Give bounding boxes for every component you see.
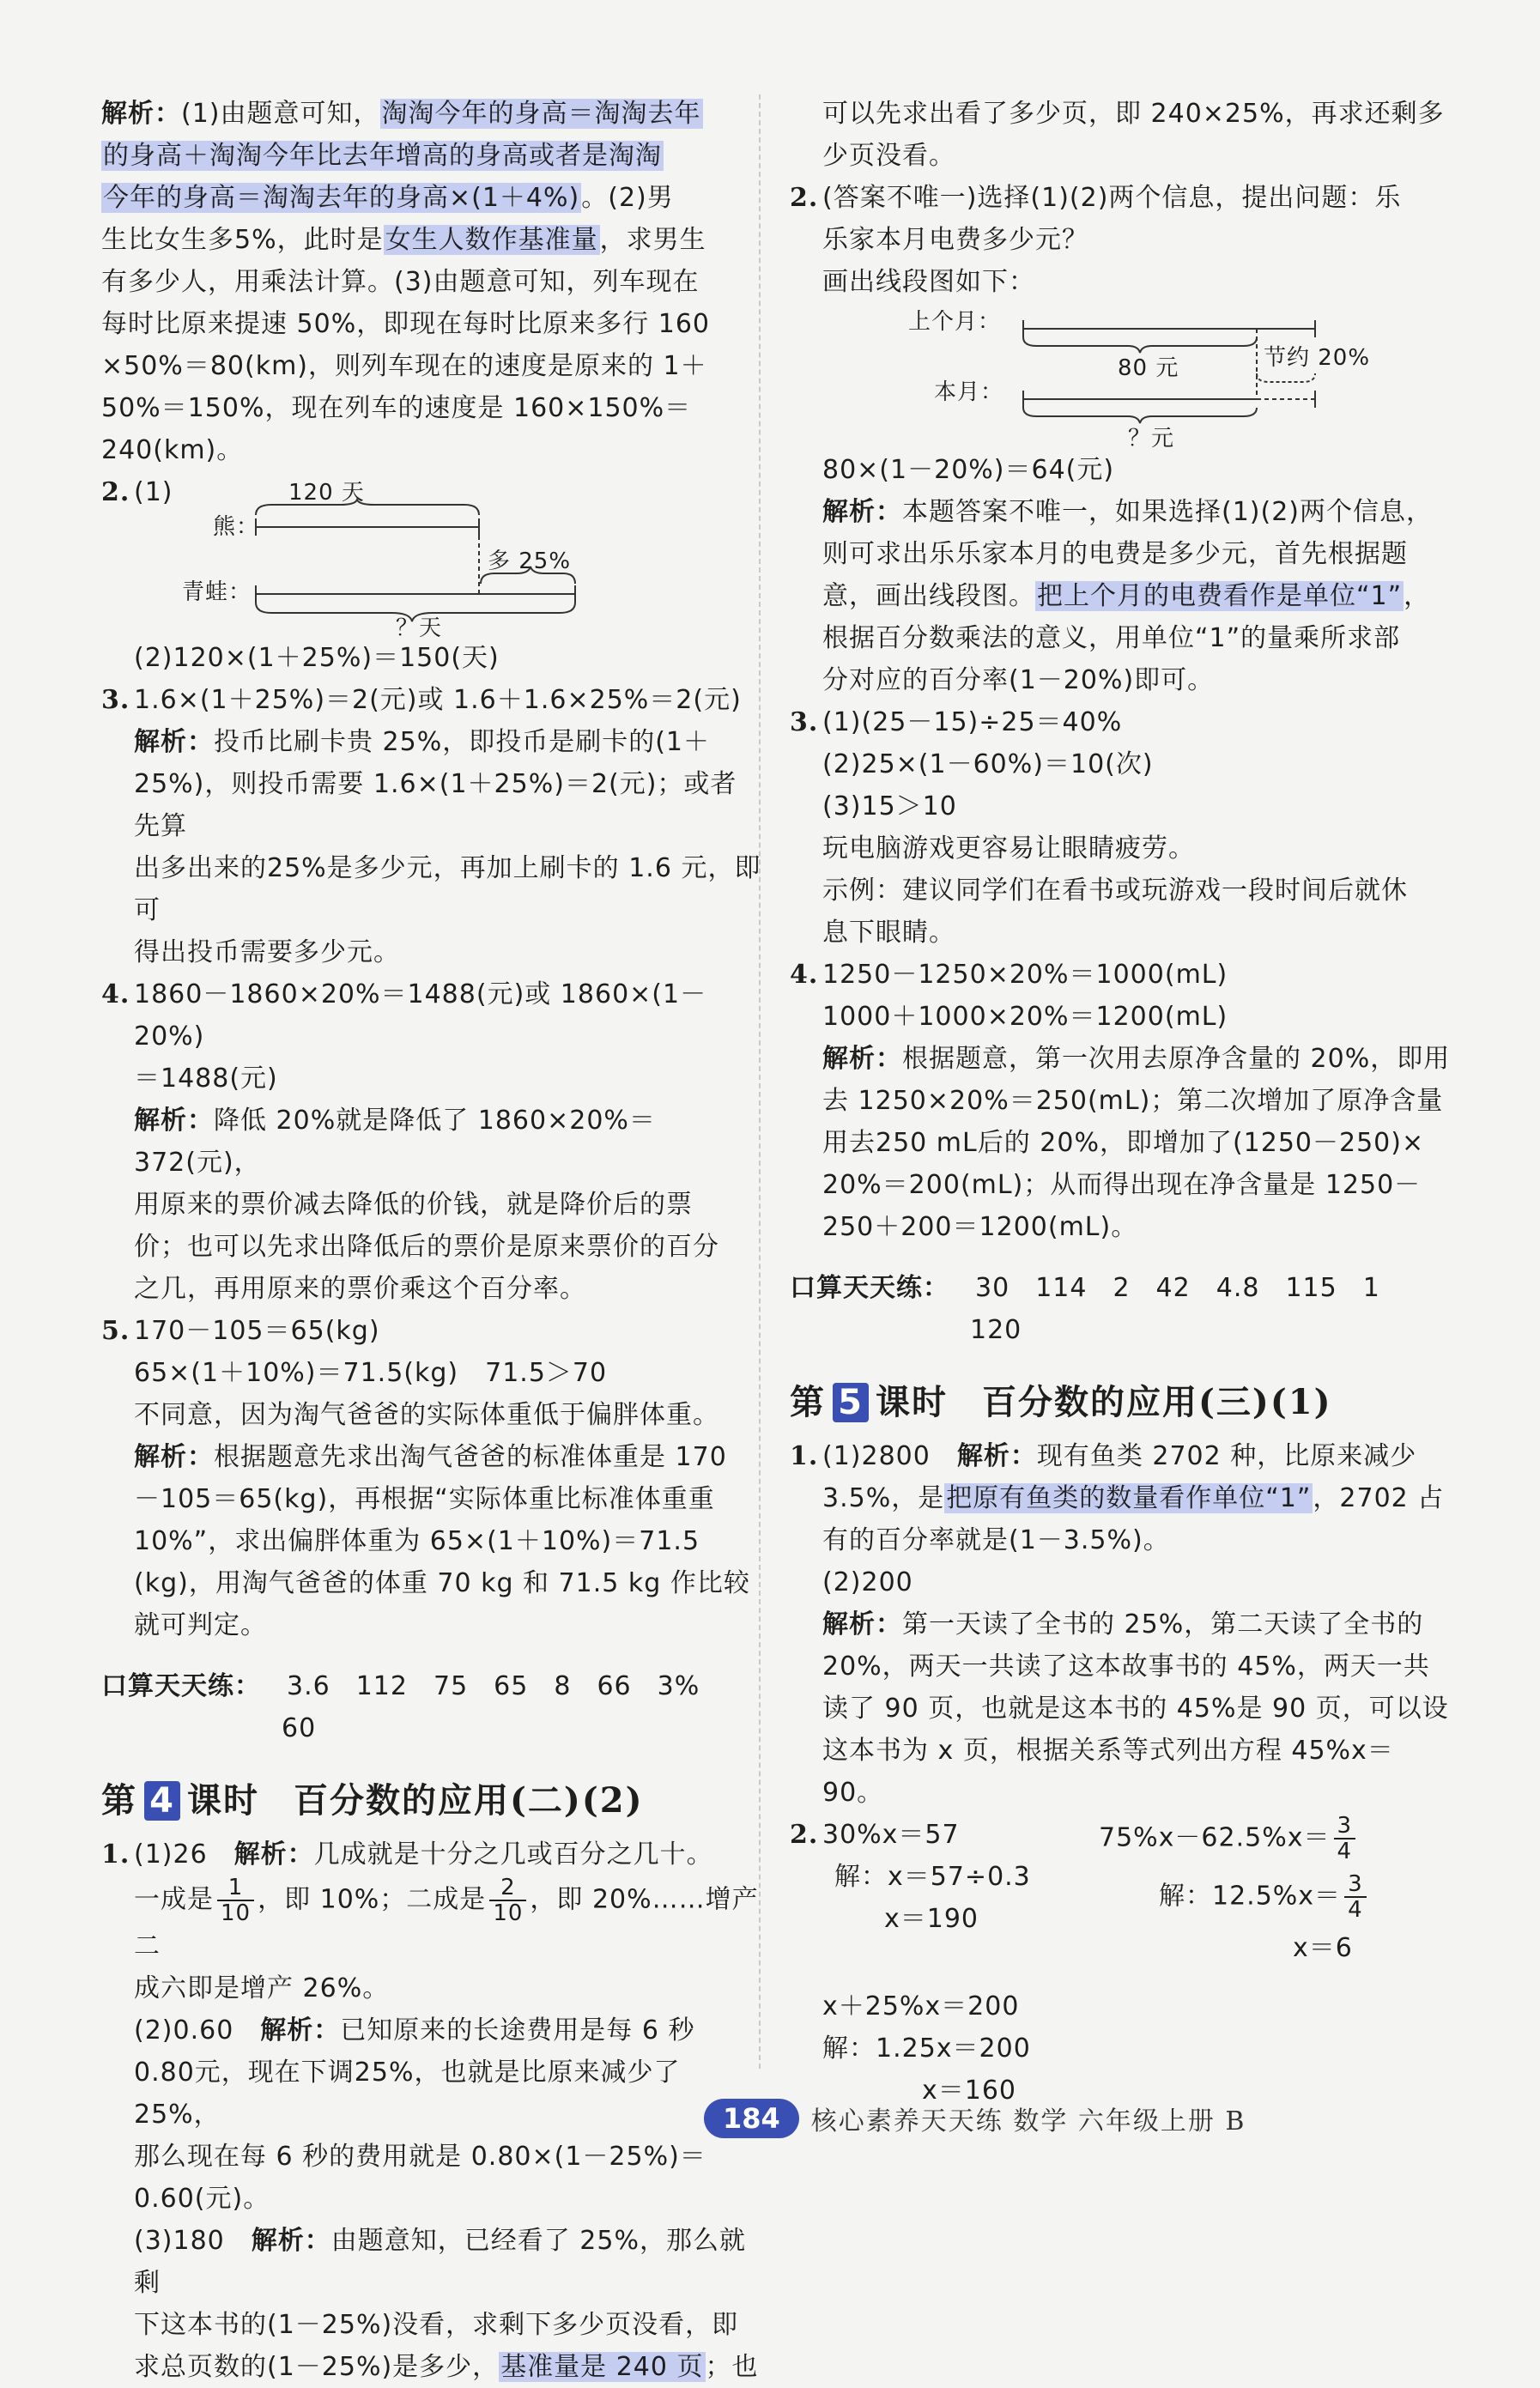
- text: 75%x－62.5%x＝: [1099, 1822, 1331, 1853]
- text: (2)0.60: [134, 2015, 261, 2046]
- text: ，: [1404, 581, 1431, 611]
- question-number: 3.: [790, 707, 819, 737]
- text: 那么现在每 6 秒的费用就是 0.80×(1－25%)＝: [134, 2142, 706, 2172]
- daily-value: 75: [433, 1671, 469, 1701]
- text: 之几，再用原来的票价乘这个百分率。: [134, 1274, 586, 1304]
- book-title: 核心素养天天练 数学 六年级上册 B: [810, 2106, 1246, 2136]
- answer-text: 玩电脑游戏更容易让眼睛疲劳。: [822, 833, 1195, 864]
- highlight: 淘淘今年的身高＝淘淘去年: [381, 99, 701, 129]
- text: 意，画出线段图。: [822, 581, 1035, 611]
- diagram-label: 本月：: [934, 379, 1004, 405]
- text: 降低 20%就是降低了 1860×20%＝372(元)，: [134, 1106, 656, 1178]
- daily-value: 3%: [657, 1671, 700, 1701]
- equation-line: x＝160: [922, 2076, 1017, 2106]
- text: 生比女生多5%，此时是: [101, 225, 384, 255]
- lesson-number-badge: 4: [144, 1781, 180, 1821]
- diagram-label: 上个月：: [908, 309, 1002, 335]
- text: 出多出来的25%是多少元，再加上刷卡的 1.6 元，即可: [134, 853, 761, 925]
- analysis: [822, 1038, 1451, 1248]
- text: 0.80元，现在下调25%，也就是比原来减少了25%，: [134, 2058, 681, 2130]
- analysis-label: 解析：: [822, 497, 902, 527]
- daily-value: 60: [282, 1713, 317, 1743]
- lesson-5-heading: [790, 1377, 1451, 1428]
- page-footer: [704, 2094, 1246, 2143]
- daily-value: 66: [597, 1671, 632, 1701]
- question-number: 3.: [101, 685, 130, 715]
- daily-value: 42: [1155, 1273, 1191, 1303]
- question-number: 4.: [101, 979, 130, 1009]
- text: 得出投币需要多少元。: [134, 937, 400, 967]
- line-segment-diagram-bear-frog: [134, 474, 649, 637]
- daily-value: 3.6: [287, 1671, 330, 1701]
- daily-value: 120: [970, 1315, 1022, 1345]
- lesson-4-heading: [101, 1775, 762, 1827]
- text: ，即 20%……增产二: [134, 1884, 759, 1961]
- analysis: [134, 721, 762, 973]
- equation-line: [1099, 1872, 1451, 1922]
- answer-text: 示例：建议同学们在看书或玩游戏一段时间后就休: [822, 876, 1408, 906]
- equation-line: x＝190: [884, 1904, 979, 1934]
- equation-3: [822, 1985, 1106, 2112]
- text: 25%)，则投币需要 1.6×(1＋25%)＝2(元)；或者先算: [134, 769, 737, 841]
- text: 可以先求出看了多少页，即 240×25%，再求还剩多: [822, 99, 1445, 129]
- question-2-right: [790, 177, 1451, 701]
- daily-value: 4.8: [1216, 1273, 1260, 1303]
- daily-label: 口算天天练：: [101, 1671, 261, 1701]
- question-number: 1.: [790, 1441, 819, 1471]
- question-5: [101, 1310, 762, 1646]
- diagram-label: 熊：: [213, 514, 260, 540]
- text: (1)2800: [822, 1441, 957, 1471]
- daily-value: 114: [1035, 1273, 1088, 1303]
- daily-value: 112: [355, 1671, 408, 1701]
- text: 。(2)男: [581, 183, 674, 213]
- text: 几成就是十分之几或百分之几十。: [313, 1839, 713, 1870]
- question-number: 2.: [101, 477, 130, 507]
- intro-analysis: [101, 93, 762, 471]
- lesson-title: 百分数的应用(三)(1): [982, 1382, 1332, 1422]
- analysis-label: 解析：: [260, 2015, 341, 2046]
- diagram-label: 节约 20%: [1264, 345, 1371, 371]
- text: 0.60(元)。: [134, 2184, 270, 2214]
- text: 用去250 mL后的 20%，即增加了(1250－250)×: [822, 1128, 1425, 1158]
- analysis-label: 解析：: [134, 1442, 214, 1472]
- fraction: [1334, 1814, 1356, 1864]
- text: (1)26: [134, 1839, 234, 1870]
- text: (kg)，用淘气爸爸的体重 70 kg 和 71.5 kg 作比较: [134, 1568, 750, 1598]
- text: 由题意知，已经看了 25%，那么就剩: [134, 2226, 746, 2298]
- equation-line: [1099, 1814, 1451, 1864]
- answer-text: 不同意，因为淘气爸爸的实际体重低于偏胖体重。: [134, 1400, 719, 1430]
- text: (2)200: [822, 1567, 913, 1597]
- text: －105＝65(kg)，再根据“实际体重比标准体重重: [134, 1484, 715, 1514]
- text: ；也: [705, 2352, 759, 2382]
- dashed-brace: [1257, 373, 1315, 382]
- text: 10%”，求出偏胖体重为 65×(1＋10%)＝71.5: [134, 1526, 700, 1556]
- text: 就可判定。: [134, 1610, 267, 1640]
- analysis: [822, 491, 1451, 701]
- text: 有多少人，用乘法计算。(3)由题意可知，列车现在: [101, 267, 700, 297]
- text: 一成是: [134, 1884, 214, 1915]
- analysis: [134, 1100, 762, 1310]
- text: 这本书为 x 页，根据关系等式列出方程 45%x＝90。: [822, 1736, 1394, 1808]
- fraction: [1344, 1872, 1367, 1922]
- analysis: [134, 1436, 762, 1646]
- equation-2: [1099, 1814, 1451, 1969]
- daily-value: 2: [1113, 1273, 1131, 1303]
- text: 50%＝150%，现在列车的速度是 160×150%＝240(km)。: [101, 393, 692, 465]
- text: 20%＝200(mL)；从而得出现在净含量是 1250－: [822, 1170, 1422, 1200]
- diagram-label: 120 天: [288, 480, 365, 506]
- text: 根据百分数乘法的意义，用单位“1”的量乘所求部: [822, 623, 1401, 653]
- analysis-label: 解析：: [233, 1839, 314, 1870]
- text: 投币比刷卡贵 25%，即投币是刷卡的(1＋: [214, 727, 711, 757]
- text: ，即 10%；二成是: [258, 1884, 487, 1915]
- text: (3)180: [134, 2226, 252, 2256]
- denominator: 4: [1337, 1839, 1353, 1864]
- answer-text: 80×(1－20%)＝64(元): [822, 455, 1115, 485]
- answer-text: ＝1488(元): [134, 1064, 278, 1094]
- analysis-label: 解析：: [134, 1106, 214, 1136]
- text: ，求男生: [599, 225, 706, 255]
- daily-value: 8: [554, 1671, 572, 1701]
- analysis-label: 解析：: [101, 99, 181, 129]
- analysis-label: 解析：: [822, 1609, 902, 1639]
- text: 根据题意，第一次用去原净含量的 20%，即用: [902, 1044, 1451, 1074]
- lesson4-question-1: [101, 1833, 762, 2388]
- question-number: 2.: [790, 1820, 819, 1850]
- text: ×50%＝80(km)，则列车现在的速度是原来的 1＋: [101, 351, 707, 381]
- denominator: 4: [1348, 1897, 1363, 1923]
- text: 现有鱼类 2702 种，比原来减少: [1036, 1441, 1417, 1471]
- answer-text: [822, 1435, 1451, 1814]
- text: 已知原来的长途费用是每 6 秒: [340, 2015, 695, 2046]
- text: 分对应的百分率(1－20%)即可。: [822, 665, 1215, 695]
- equation-line: x＝6: [1293, 1933, 1353, 1963]
- daily-label: 口算天天练：: [790, 1273, 949, 1303]
- diagram-label: 多 25%: [488, 549, 572, 574]
- numerator: 3: [1334, 1814, 1356, 1839]
- question-2: [101, 471, 762, 679]
- answer-text: 1250－1250×20%＝1000(mL): [822, 960, 1228, 990]
- answer-text: (2)25×(1－60%)＝10(次): [822, 749, 1154, 779]
- answer-text: 1860－1860×20%＝1488(元)或 1860×(1－20%): [134, 979, 707, 1052]
- answer-text: 65×(1＋10%)＝71.5(kg) 71.5＞70: [134, 1358, 608, 1388]
- text: 下这本书的(1－25%)没看，求剩下多少页没看，即: [134, 2310, 739, 2340]
- lesson5-question-2: [790, 1813, 1451, 2106]
- numerator: 2: [489, 1876, 526, 1901]
- highlight: 把上个月的电费看作是单位“1”: [1037, 581, 1403, 611]
- lesson-suffix: 课时: [876, 1382, 948, 1422]
- text: 成六即是增产 26%。: [134, 1973, 390, 2003]
- fraction: [489, 1876, 526, 1925]
- text: 求总页数的(1－25%)是多少，: [134, 2352, 500, 2382]
- text: 3.5%，是: [822, 1483, 945, 1513]
- question-number: 1.: [101, 1839, 130, 1870]
- fraction: [217, 1876, 254, 1925]
- answer-text: (2)120×(1＋25%)＝150(天): [134, 643, 500, 673]
- text: (1)由题意可知，: [181, 99, 380, 129]
- diagram-label: 青蛙：: [182, 579, 252, 605]
- answer-text: 乐家本月电费多少元？: [822, 225, 1088, 255]
- analysis-label: 解析：: [822, 1044, 902, 1074]
- answer-text: 170－105＝65(kg): [134, 1316, 380, 1346]
- numerator: 3: [1344, 1872, 1367, 1898]
- question-4-right: [790, 954, 1451, 1248]
- left-column: [101, 93, 762, 2388]
- line-segment-diagram-electricity: [822, 303, 1389, 449]
- lesson-number-badge: 5: [833, 1383, 869, 1422]
- daily-mental-math-right: [790, 1267, 1451, 1351]
- answer-text: 1000＋1000×20%＝1200(mL): [822, 1002, 1228, 1032]
- diagram-label: ？元: [1128, 426, 1175, 449]
- continued-text: [790, 93, 1451, 177]
- daily-value: 115: [1285, 1273, 1337, 1303]
- text: ，2702 占: [1313, 1483, 1445, 1513]
- text: 读了 90 页，也就是这本书的 45%是 90 页，可以设: [822, 1694, 1449, 1724]
- highlight: 女生人数作基准量: [385, 225, 598, 255]
- denominator: 10: [493, 1900, 524, 1926]
- diagram-label: ？天: [396, 615, 443, 637]
- analysis-label: 解析：: [251, 2226, 331, 2256]
- brace: [1023, 337, 1257, 353]
- denominator: 10: [221, 1900, 252, 1926]
- question-3: [101, 679, 762, 973]
- numerator: 1: [217, 1876, 254, 1901]
- lesson5-question-1: [790, 1435, 1451, 1814]
- answer-text: [134, 1833, 762, 2388]
- diagram-label: 80 元: [1118, 355, 1179, 381]
- highlight: 今年的身高＝淘淘去年的身高×(1＋4%): [103, 183, 580, 213]
- answer-text: (1): [134, 477, 173, 507]
- text: 则可求出乐乐家本月的电费是多少元，首先根据题: [822, 539, 1408, 569]
- text: 每时比原来提速 50%，即现在每时比原来多行 160: [101, 309, 711, 339]
- text: 根据题意先求出淘气爸爸的标准体重是 170: [214, 1442, 727, 1472]
- text: 第一天读了全书的 25%，第二天读了全书的: [902, 1609, 1424, 1639]
- equation-line: 解：1.25x＝200: [822, 2033, 1031, 2064]
- answer-text: 息下眼睛。: [822, 918, 955, 948]
- text: 本题答案不唯一，如果选择(1)(2)两个信息，: [902, 497, 1433, 527]
- analysis-label: 解析：: [134, 727, 214, 757]
- answer-text: (答案不唯一)选择(1)(2)两个信息，提出问题：乐: [822, 183, 1402, 213]
- answer-text: (1)(25－15)÷25＝40%: [822, 707, 1123, 737]
- equation-line: 解：x＝57÷0.3: [834, 1862, 1031, 1892]
- question-number: 4.: [790, 960, 819, 990]
- text: 用原来的票价减去降低的价钱，就是降价后的票: [134, 1190, 693, 1220]
- text: 少页没看。: [822, 141, 955, 171]
- answer-text: 1.6×(1＋25%)＝2(元)或 1.6＋1.6×25%＝2(元): [134, 685, 742, 715]
- equation-line: x＋25%x＝200: [822, 1991, 1020, 2021]
- daily-value: 30: [975, 1273, 1010, 1303]
- text: 20%，两天一共读了这本故事书的 45%，两天一共: [822, 1652, 1430, 1682]
- analysis-label: 解析：: [956, 1441, 1037, 1471]
- page-number: 184: [704, 2099, 799, 2138]
- question-number: 5.: [101, 1316, 130, 1346]
- highlight: 的身高＋淘淘今年比去年增高的身高或者是淘淘: [103, 141, 662, 171]
- answer-text: 画出线段图如下：: [822, 267, 1035, 297]
- daily-value: 1: [1362, 1273, 1380, 1303]
- text: 有的百分率就是(1－3.5%)。: [822, 1525, 1170, 1555]
- text: 250＋200＝1200(mL)。: [822, 1212, 1138, 1242]
- text: 价；也可以先求出降低后的票价是原来票价的百分: [134, 1232, 719, 1262]
- question-4: [101, 973, 762, 1310]
- answer-text: (3)15＞10: [822, 791, 957, 821]
- equation-1: [822, 1814, 1106, 1940]
- text: 解：12.5%x＝: [1159, 1881, 1342, 1912]
- question-number: 2.: [790, 183, 819, 213]
- lesson-prefix: 第: [790, 1382, 826, 1422]
- question-3-right: [790, 701, 1451, 954]
- lesson-prefix: 第: [101, 1780, 137, 1821]
- right-column: [790, 93, 1451, 2106]
- daily-mental-math: [101, 1665, 762, 1749]
- brace: [1023, 408, 1257, 423]
- highlight: 把原有鱼类的数量看作单位“1”: [946, 1483, 1312, 1513]
- lesson-suffix: 课时: [187, 1780, 259, 1821]
- equation-line: 30%x＝57: [822, 1820, 960, 1850]
- lesson-title: 百分数的应用(二)(2): [294, 1780, 644, 1821]
- text: 去 1250×20%＝250(mL)；第二次增加了原净含量: [822, 1086, 1444, 1116]
- highlight: 基准量是 240 页: [500, 2352, 704, 2382]
- daily-value: 65: [494, 1671, 529, 1701]
